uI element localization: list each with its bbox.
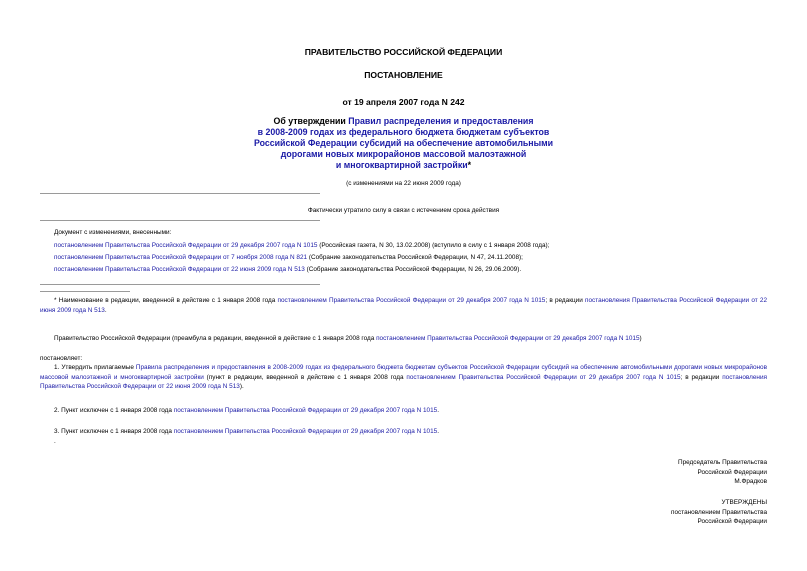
approved-org: Российской Федерации: [697, 518, 767, 525]
paragraph-2: 2. Пункт исключен с 1 января 2008 года постановлением Правительства Российской Федерации от 29 декабря 2007 года N 1015.: [54, 407, 439, 414]
footnote: * Наименование в редакции, введенной в действие с 1 января 2008 года постановлением Правительства Российской Федерации от 29 декабря 2007 года N 1015; в редакции постановления Правительства Российской Федерации от 22 июня 2009 года N 513.: [40, 297, 767, 314]
paragraph-1-link-2[interactable]: постановления Правительства Российской Федерации от 22 июня 2009 года N 513: [40, 373, 767, 391]
decrees-word: постановляет:: [40, 355, 83, 362]
footnote-link-2[interactable]: постановления Правительства: [585, 297, 677, 304]
title-asterisk: *: [467, 160, 472, 170]
amendments-note: (с изменениями на 22 июня 2009 года): [346, 180, 461, 187]
paragraph-3-link[interactable]: постановлением Правительства Российской Федерации от 29 декабря 2007 года N 1015: [173, 428, 438, 435]
title-link-line2[interactable]: в 2008-2009 годах из федерального бюджета бюджетам субъектов: [257, 127, 550, 137]
change-link[interactable]: постановлением Правительства Российской Федерации от 22 июня 2009 года N 513: [54, 266, 305, 273]
change-link[interactable]: постановлением Правительства Российской Федерации от 29 декабря 2007 года N 1015: [54, 242, 318, 249]
signature-title: Председатель Правительства: [678, 459, 767, 466]
title-link-line5[interactable]: и многоквартирной застройки: [335, 160, 468, 170]
trailing-dot: .: [54, 438, 56, 445]
document-title: [0, 116, 807, 171]
preamble-link[interactable]: постановлением Правительства Российской Федерации от 29 декабря 2007 года N 1015: [376, 335, 640, 342]
change-item: постановлением Правительства Российской Федерации от 7 ноября 2008 года N 821 (Собрание законодательства Российской Федерации, N 47, 24.11.2008);: [54, 254, 523, 261]
changes-heading: Документ с изменениями, внесенными:: [54, 229, 172, 236]
signature-org: Российской Федерации: [697, 468, 767, 476]
change-item: постановлением Правительства Российской Федерации от 29 декабря 2007 года N 1015 (Российская газета, N 30, 13.02.2008) (вступило в силу с 1 января 2008 года);: [54, 242, 550, 249]
signature-name: М.Фрадков: [734, 478, 767, 485]
signature-block: [678, 458, 767, 487]
title-link[interactable]: Правил распределения и предоставления: [348, 116, 534, 126]
document-type: ПОСТАНОВЛЕНИЕ: [364, 70, 443, 80]
footnote-link[interactable]: постановлением Правительства Российской Федерации от 29 декабря 2007 года N 1015: [277, 297, 546, 304]
lost-force-note: Фактически утратило силу в связи с истечением срока действия: [307, 207, 500, 214]
approved-block: [671, 498, 767, 527]
preamble: Правительство Российской Федерации (преамбула в редакции, введенной в действие с 1 января 2008 года постановлением Правительства Российской Федерации от 29 декабря 2007 года N 1015): [54, 335, 642, 342]
paragraph-2-link[interactable]: постановлением Правительства Российской Федерации от 29 декабря 2007 года N 1015: [173, 407, 438, 414]
divider: [40, 220, 320, 221]
paragraph-1: 1. Утвердить прилагаемые Правила распределения и предоставления в 2008-2009 годах из федерального бюджета бюджетам субъектов Российской Федерации субсидий на обеспечение автомобильными дорогами новых микрорайонов массовой малоэтажной и многоквартирной застройки (пункт в редакции, введенной в действие с 1 января 2008 года постановлением Правительства Российской Федерации от 29 декабря 2007 года N 1015; в редакции постановления Правительства Российской Федерации от 22 июня 2009 года N 513).: [40, 364, 767, 391]
rules-link[interactable]: Правила распределения и предоставления в 2008-2009 годах из федерального бюджета бюджетам субъектов Российской Федерации субсидий на обеспечение автомобильными дорогами новых микрорайонов массовой малоэтажной и многоквартирной застройки: [40, 364, 767, 381]
paragraph-1-link[interactable]: постановлением Правительства Российской Федерации от 29 декабря 2007 года N 1015: [406, 373, 681, 381]
document-date-number: от 19 апреля 2007 года N 242: [342, 97, 465, 107]
footnote-divider: [40, 291, 130, 292]
approved-by: постановлением Правительства: [671, 508, 767, 516]
paragraph-3: 3. Пункт исключен с 1 января 2008 года постановлением Правительства Российской Федерации от 29 декабря 2007 года N 1015.: [54, 428, 439, 435]
footnote-link-2b[interactable]: Российской Федерации от 22 июня 2009 года N 513: [40, 297, 767, 314]
divider: [40, 193, 320, 194]
title-link-line3[interactable]: Российской Федерации субсидий на обеспечение автомобильными: [253, 138, 554, 148]
government-name: ПРАВИТЕЛЬСТВО РОССИЙСКОЙ ФЕДЕРАЦИИ: [304, 47, 503, 57]
title-prefix: Об утверждении: [273, 116, 349, 126]
change-link[interactable]: постановлением Правительства Российской Федерации от 7 ноября 2008 года N 821: [54, 254, 308, 261]
divider: [40, 284, 320, 285]
approved-heading: УТВЕРЖДЕНЫ: [721, 499, 767, 506]
title-link-line4[interactable]: дорогами новых микрорайонов массовой малоэтажной: [280, 149, 527, 159]
change-item: постановлением Правительства Российской Федерации от 22 июня 2009 года N 513 (Собрание законодательства Российской Федерации, N 26, 29.06.2009).: [54, 266, 522, 273]
